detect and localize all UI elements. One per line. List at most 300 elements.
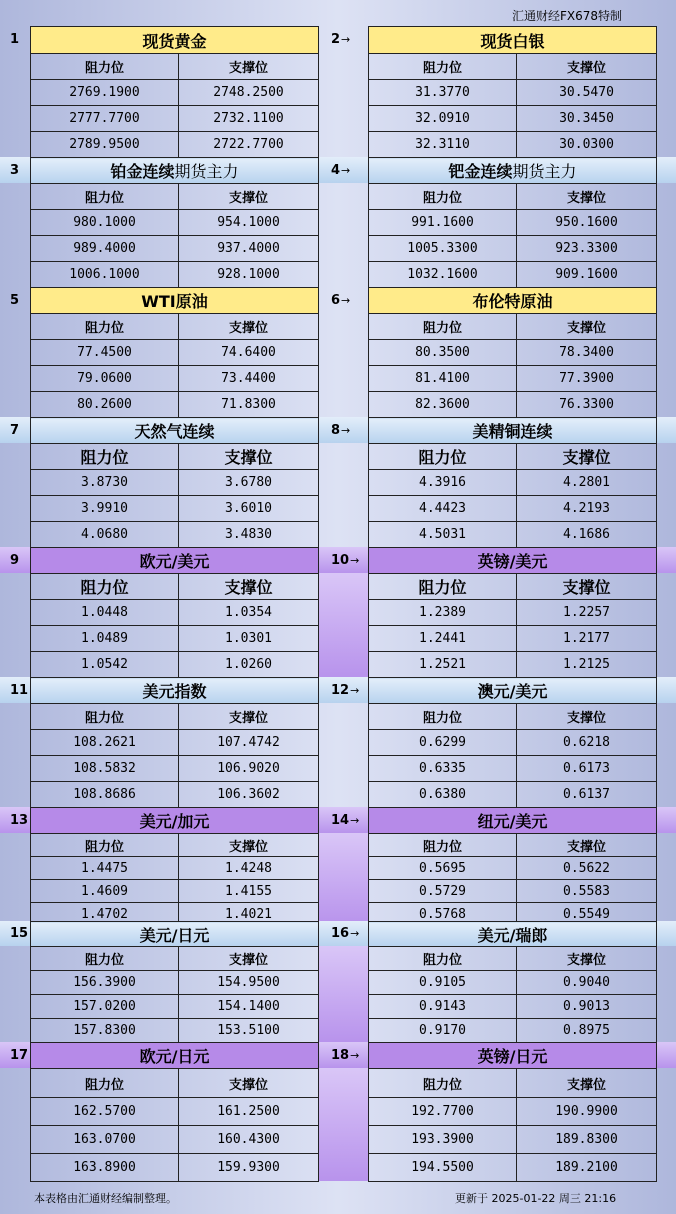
instrument-name: 欧元/美元 <box>139 552 210 571</box>
table-row <box>31 366 319 392</box>
table-row <box>31 782 319 808</box>
support-value: 2748.2500 <box>179 80 319 106</box>
resistance-value: 1032.1600 <box>369 262 517 288</box>
table-row <box>31 857 319 880</box>
support-value: 0.9040 <box>517 971 657 995</box>
instrument-name: 纽元/美元 <box>477 812 548 831</box>
arrow-right-icon: → <box>341 294 351 307</box>
support-value: 4.1686 <box>517 522 657 548</box>
support-label: 支撑位 <box>517 54 657 80</box>
resistance-label: 阻力位 <box>31 574 179 600</box>
resistance-label: 阻力位 <box>31 704 179 730</box>
resistance-value: 32.0910 <box>369 106 517 132</box>
resistance-value: 1.4702 <box>31 903 179 926</box>
resistance-label: 阻力位 <box>369 314 517 340</box>
resistance-value: 2789.9500 <box>31 132 179 158</box>
instrument-table <box>368 287 657 418</box>
resistance-label: 阻力位 <box>31 184 179 210</box>
resistance-value: 81.4100 <box>369 366 517 392</box>
block-number-text: 15 <box>10 926 29 941</box>
resistance-value: 1.4475 <box>31 857 179 880</box>
instrument-title <box>369 678 657 704</box>
support-value: 4.2801 <box>517 470 657 496</box>
support-label: 支撑位 <box>179 1069 319 1098</box>
resistance-value: 1.0448 <box>31 600 179 626</box>
support-value: 0.5622 <box>517 857 657 880</box>
table-row <box>31 626 319 652</box>
support-value: 928.1000 <box>179 262 319 288</box>
resistance-value: 163.0700 <box>31 1126 179 1154</box>
middle-gap <box>318 833 368 925</box>
block-number <box>10 32 19 47</box>
support-label: 支撑位 <box>179 834 319 857</box>
middle-gap <box>318 183 368 287</box>
support-label: 支撑位 <box>517 1069 657 1098</box>
support-value: 923.3300 <box>517 236 657 262</box>
table-row <box>369 626 657 652</box>
table-row <box>369 366 657 392</box>
resistance-value: 80.2600 <box>31 392 179 418</box>
support-value: 154.9500 <box>179 971 319 995</box>
support-value: 76.3300 <box>517 392 657 418</box>
arrow-right-icon: → <box>350 814 360 827</box>
table-row <box>369 756 657 782</box>
support-value: 161.2500 <box>179 1098 319 1126</box>
resistance-value: 0.6299 <box>369 730 517 756</box>
support-value: 954.1000 <box>179 210 319 236</box>
support-value: 30.5470 <box>517 80 657 106</box>
support-value: 77.3900 <box>517 366 657 392</box>
support-value: 106.3602 <box>179 782 319 808</box>
block-number-text: 4 <box>331 163 341 178</box>
block-number-text: 9 <box>10 553 20 568</box>
block-number <box>10 553 19 568</box>
instrument-title <box>369 548 657 574</box>
support-value: 74.6400 <box>179 340 319 366</box>
table-row <box>31 80 319 106</box>
support-value: 1.0301 <box>179 626 319 652</box>
instrument-table <box>30 157 319 288</box>
support-value: 2732.1100 <box>179 106 319 132</box>
resistance-value: 4.4423 <box>369 496 517 522</box>
support-value: 1.4248 <box>179 857 319 880</box>
instrument-title <box>369 158 657 184</box>
support-value: 909.1600 <box>517 262 657 288</box>
support-value: 3.6010 <box>179 496 319 522</box>
footer-source-note: 本表格由汇通财经编制整理。 <box>34 1192 177 1205</box>
support-value: 0.6137 <box>517 782 657 808</box>
instrument-name: 钯金连续 <box>448 162 513 181</box>
support-value: 154.1400 <box>179 995 319 1019</box>
instrument-name: 美元/日元 <box>139 925 210 945</box>
resistance-value: 0.6335 <box>369 756 517 782</box>
table-row <box>31 522 319 548</box>
resistance-label: 阻力位 <box>369 574 517 600</box>
instrument-title <box>31 1043 319 1069</box>
instrument-table <box>30 26 319 158</box>
instrument-name: 天然气连续 <box>134 422 215 441</box>
support-value: 159.9300 <box>179 1154 319 1182</box>
table-row <box>31 132 319 158</box>
block-number <box>331 163 350 178</box>
support-label: 支撑位 <box>517 574 657 600</box>
resistance-value: 192.7700 <box>369 1098 517 1126</box>
resistance-value: 108.8686 <box>31 782 179 808</box>
block-number <box>10 926 28 941</box>
instrument-name: 英镑/日元 <box>477 1047 548 1066</box>
resistance-value: 82.3600 <box>369 392 517 418</box>
instrument-title <box>369 288 657 314</box>
table-row <box>369 392 657 418</box>
support-value: 3.4830 <box>179 522 319 548</box>
support-label: 支撑位 <box>179 314 319 340</box>
support-value: 189.2100 <box>517 1154 657 1182</box>
table-row <box>369 470 657 496</box>
support-value: 937.4000 <box>179 236 319 262</box>
instrument-table <box>368 1042 657 1182</box>
table-row <box>31 1154 319 1182</box>
resistance-value: 0.5729 <box>369 880 517 903</box>
table-row <box>369 652 657 678</box>
arrow-right-icon: → <box>341 164 351 177</box>
resistance-value: 1.2521 <box>369 652 517 678</box>
resistance-label: 阻力位 <box>31 314 179 340</box>
arrow-right-icon: → <box>350 684 360 697</box>
table-row <box>369 995 657 1019</box>
instrument-table <box>30 547 319 678</box>
middle-gap <box>318 443 368 547</box>
resistance-label: 阻力位 <box>31 54 179 80</box>
block-number <box>331 423 350 438</box>
table-row <box>369 880 657 903</box>
block-number-text: 3 <box>10 163 20 178</box>
instrument-name: WTI原油 <box>141 292 208 311</box>
table-row <box>369 1019 657 1043</box>
resistance-value: 157.8300 <box>31 1019 179 1043</box>
table-row <box>31 392 319 418</box>
table-row <box>369 106 657 132</box>
block-number-text: 12 <box>331 683 350 698</box>
middle-gap <box>318 313 368 417</box>
support-value: 1.2125 <box>517 652 657 678</box>
instrument-title <box>369 808 657 834</box>
instrument-title <box>31 27 319 54</box>
resistance-value: 108.2621 <box>31 730 179 756</box>
instrument-name: 美精铜连续 <box>472 422 553 441</box>
table-row <box>31 106 319 132</box>
block-number-text: 11 <box>10 683 29 698</box>
support-value: 160.4300 <box>179 1126 319 1154</box>
table-row <box>369 496 657 522</box>
table-row <box>31 496 319 522</box>
table-row <box>369 210 657 236</box>
block-number <box>331 32 350 47</box>
resistance-value: 3.8730 <box>31 470 179 496</box>
resistance-label: 阻力位 <box>369 834 517 857</box>
block-number <box>331 1048 359 1063</box>
middle-gap <box>318 946 368 1042</box>
instrument-title <box>369 27 657 54</box>
support-value: 1.4021 <box>179 903 319 926</box>
support-label: 支撑位 <box>179 54 319 80</box>
middle-gap <box>318 703 368 807</box>
table-row <box>369 236 657 262</box>
table-row <box>31 880 319 903</box>
publisher-note: 汇通财经FX678特制 <box>512 9 623 23</box>
table-row <box>31 652 319 678</box>
support-label: 支撑位 <box>179 947 319 971</box>
support-value: 73.4400 <box>179 366 319 392</box>
instrument-name: 欧元/日元 <box>139 1047 210 1066</box>
table-row <box>31 730 319 756</box>
block-number-text: 16 <box>331 926 350 941</box>
support-value: 4.2193 <box>517 496 657 522</box>
resistance-label: 阻力位 <box>31 834 179 857</box>
table-row <box>31 340 319 366</box>
resistance-value: 0.9105 <box>369 971 517 995</box>
block-number-text: 7 <box>10 423 20 438</box>
support-value: 189.8300 <box>517 1126 657 1154</box>
resistance-value: 1.0489 <box>31 626 179 652</box>
support-value: 3.6780 <box>179 470 319 496</box>
table-row <box>369 1098 657 1126</box>
instrument-table <box>30 417 319 548</box>
resistance-value: 1.2441 <box>369 626 517 652</box>
instrument-title <box>369 922 657 947</box>
table-row <box>369 857 657 880</box>
support-label: 支撑位 <box>517 314 657 340</box>
instrument-title <box>369 418 657 444</box>
resistance-label: 阻力位 <box>369 947 517 971</box>
resistance-value: 80.3500 <box>369 340 517 366</box>
table-row <box>369 262 657 288</box>
resistance-value: 2769.1900 <box>31 80 179 106</box>
instrument-table <box>30 807 319 926</box>
table-row <box>31 1019 319 1043</box>
resistance-value: 1005.3300 <box>369 236 517 262</box>
block-number <box>331 293 350 308</box>
resistance-value: 157.0200 <box>31 995 179 1019</box>
resistance-value: 162.5700 <box>31 1098 179 1126</box>
resistance-value: 0.9170 <box>369 1019 517 1043</box>
resistance-label: 阻力位 <box>369 184 517 210</box>
table-row <box>369 782 657 808</box>
support-value: 1.0260 <box>179 652 319 678</box>
instrument-title <box>31 808 319 834</box>
block-number <box>331 813 359 828</box>
instrument-name: 美元指数 <box>142 682 207 701</box>
instrument-table <box>368 157 657 288</box>
support-label: 支撑位 <box>517 444 657 470</box>
instrument-table <box>368 26 657 158</box>
table-row <box>369 730 657 756</box>
block-number <box>10 423 19 438</box>
resistance-value: 0.5768 <box>369 903 517 926</box>
support-label: 支撑位 <box>517 834 657 857</box>
footer-update-time: 更新于 2025-01-22 周三 21:16 <box>455 1192 617 1205</box>
support-value: 30.0300 <box>517 132 657 158</box>
resistance-label: 阻力位 <box>31 444 179 470</box>
table-row <box>31 262 319 288</box>
resistance-label: 阻力位 <box>369 54 517 80</box>
block-number <box>331 553 359 568</box>
resistance-value: 1006.1000 <box>31 262 179 288</box>
support-label: 支撑位 <box>517 947 657 971</box>
instrument-table <box>368 677 657 808</box>
resistance-value: 1.0542 <box>31 652 179 678</box>
instrument-table <box>368 807 657 926</box>
block-number <box>331 926 359 941</box>
table-row <box>369 1126 657 1154</box>
support-value: 1.2177 <box>517 626 657 652</box>
table-row <box>31 600 319 626</box>
resistance-value: 1.4609 <box>31 880 179 903</box>
table-row <box>31 1098 319 1126</box>
support-value: 0.9013 <box>517 995 657 1019</box>
resistance-value: 4.0680 <box>31 522 179 548</box>
instrument-name: 美元/瑞郎 <box>477 925 548 945</box>
support-label: 支撑位 <box>179 574 319 600</box>
instrument-name: 现货白银 <box>480 31 545 51</box>
resistance-label: 阻力位 <box>369 444 517 470</box>
instrument-title <box>31 288 319 314</box>
support-value: 0.5549 <box>517 903 657 926</box>
instrument-title <box>31 548 319 574</box>
arrow-right-icon: → <box>350 554 360 567</box>
resistance-value: 0.9143 <box>369 995 517 1019</box>
support-value: 78.3400 <box>517 340 657 366</box>
arrow-right-icon: → <box>341 33 351 46</box>
resistance-value: 79.0600 <box>31 366 179 392</box>
resistance-value: 4.3916 <box>369 470 517 496</box>
instrument-table <box>368 547 657 678</box>
arrow-right-icon: → <box>350 927 360 940</box>
middle-gap <box>318 53 368 157</box>
resistance-value: 0.6380 <box>369 782 517 808</box>
instrument-table <box>30 287 319 418</box>
table-row <box>31 995 319 1019</box>
instrument-name: 现货黄金 <box>142 31 207 51</box>
resistance-value: 31.3770 <box>369 80 517 106</box>
table-row <box>31 756 319 782</box>
arrow-right-icon: → <box>350 1049 360 1062</box>
block-number <box>10 813 28 828</box>
block-number-text: 13 <box>10 813 29 828</box>
support-label: 支撑位 <box>517 184 657 210</box>
instrument-table <box>30 921 319 1043</box>
support-value: 950.1600 <box>517 210 657 236</box>
resistance-value: 2777.7700 <box>31 106 179 132</box>
resistance-label: 阻力位 <box>369 1069 517 1098</box>
resistance-label: 阻力位 <box>369 704 517 730</box>
middle-gap <box>318 1068 368 1181</box>
block-number <box>10 293 19 308</box>
support-value: 106.9020 <box>179 756 319 782</box>
block-number-text: 14 <box>331 813 350 828</box>
table-row <box>369 1154 657 1182</box>
support-value: 107.4742 <box>179 730 319 756</box>
support-value: 71.8300 <box>179 392 319 418</box>
instrument-name-suffix: 期货主力 <box>174 162 239 181</box>
instrument-table <box>30 677 319 808</box>
block-number-text: 17 <box>10 1048 29 1063</box>
resistance-value: 194.5500 <box>369 1154 517 1182</box>
block-number-text: 18 <box>331 1048 350 1063</box>
instrument-name: 英镑/美元 <box>477 552 548 571</box>
support-value: 0.5583 <box>517 880 657 903</box>
resistance-value: 991.1600 <box>369 210 517 236</box>
support-label: 支撑位 <box>179 444 319 470</box>
middle-gap <box>318 573 368 677</box>
table-row <box>31 470 319 496</box>
support-label: 支撑位 <box>517 704 657 730</box>
table-row <box>369 80 657 106</box>
instrument-name: 美元/加元 <box>139 812 210 831</box>
table-row <box>369 340 657 366</box>
instrument-name: 铂金连续 <box>110 162 175 181</box>
resistance-value: 156.3900 <box>31 971 179 995</box>
table-row <box>31 1126 319 1154</box>
support-value: 0.6173 <box>517 756 657 782</box>
arrow-right-icon: → <box>341 424 351 437</box>
resistance-label: 阻力位 <box>31 1069 179 1098</box>
resistance-value: 3.9910 <box>31 496 179 522</box>
block-number <box>331 683 359 698</box>
support-value: 153.5100 <box>179 1019 319 1043</box>
block-number-text: 5 <box>10 293 20 308</box>
resistance-value: 32.3110 <box>369 132 517 158</box>
instrument-title <box>31 922 319 947</box>
instrument-table <box>368 417 657 548</box>
table-row <box>369 522 657 548</box>
instrument-title <box>31 678 319 704</box>
instrument-title <box>369 1043 657 1069</box>
resistance-value: 163.8900 <box>31 1154 179 1182</box>
resistance-value: 980.1000 <box>31 210 179 236</box>
instrument-table <box>368 921 657 1043</box>
block-number-text: 6 <box>331 293 341 308</box>
instrument-name-suffix: 期货主力 <box>512 162 577 181</box>
table-row <box>369 971 657 995</box>
support-value: 0.6218 <box>517 730 657 756</box>
resistance-value: 0.5695 <box>369 857 517 880</box>
support-value: 30.3450 <box>517 106 657 132</box>
resistance-value: 1.2389 <box>369 600 517 626</box>
block-number <box>10 163 19 178</box>
support-label: 支撑位 <box>179 704 319 730</box>
resistance-value: 193.3900 <box>369 1126 517 1154</box>
support-label: 支撑位 <box>179 184 319 210</box>
block-number <box>10 1048 28 1063</box>
instrument-title <box>31 158 319 184</box>
support-value: 1.4155 <box>179 880 319 903</box>
resistance-label: 阻力位 <box>31 947 179 971</box>
resistance-value: 4.5031 <box>369 522 517 548</box>
block-number <box>10 683 28 698</box>
block-number-text: 1 <box>10 32 20 47</box>
resistance-value: 77.4500 <box>31 340 179 366</box>
table-row <box>369 600 657 626</box>
table-row <box>369 132 657 158</box>
instrument-name: 布伦特原油 <box>472 292 553 311</box>
block-number-text: 2 <box>331 32 341 47</box>
table-row <box>31 210 319 236</box>
support-value: 2722.7700 <box>179 132 319 158</box>
instrument-table <box>30 1042 319 1182</box>
table-row <box>31 971 319 995</box>
support-value: 0.8975 <box>517 1019 657 1043</box>
resistance-value: 989.4000 <box>31 236 179 262</box>
